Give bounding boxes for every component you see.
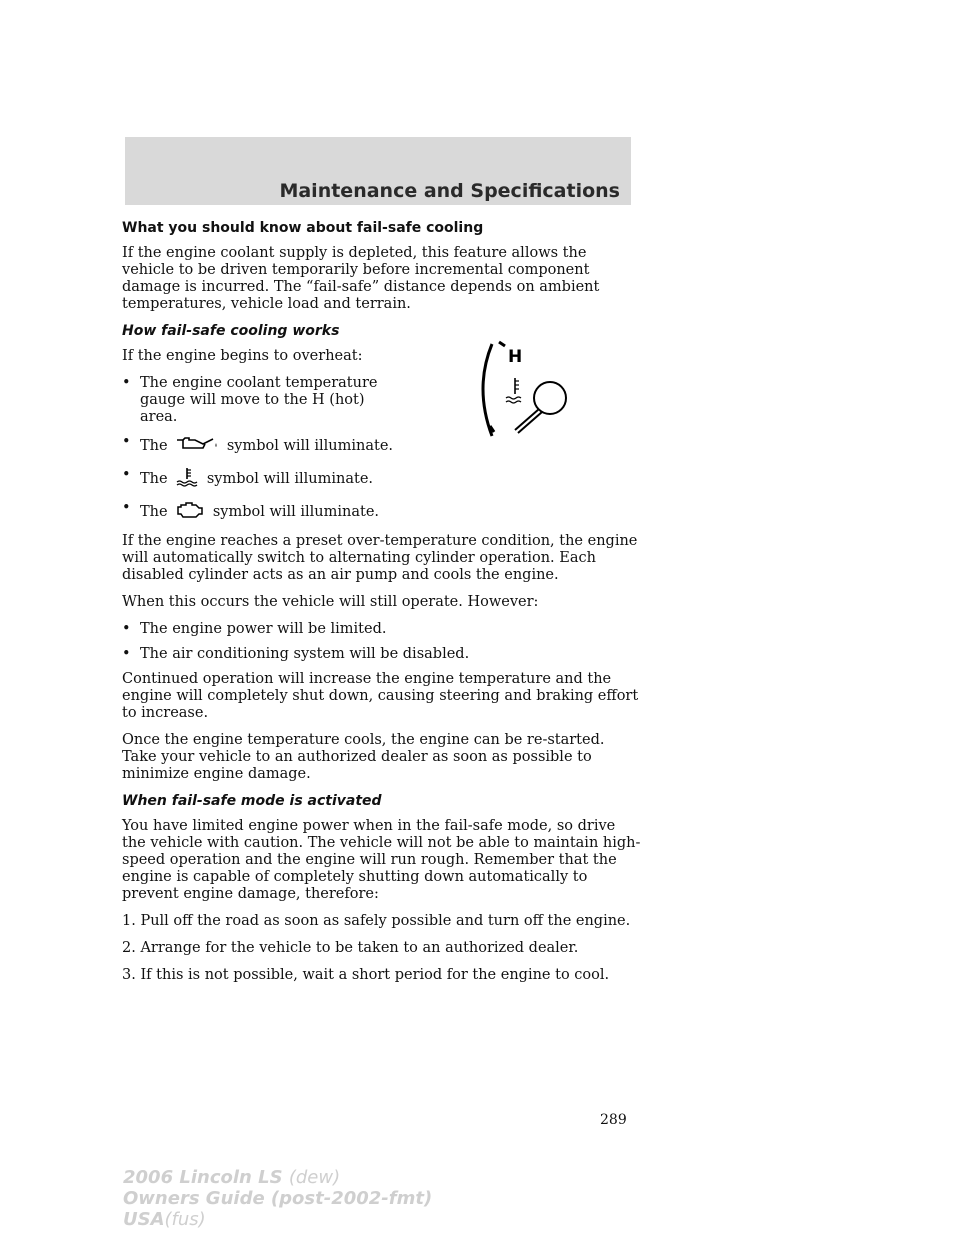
footer-region: USA <box>123 1209 165 1230</box>
paragraph-overheat-intro: If the engine begins to overheat: <box>122 348 363 364</box>
step-2: 2. Arrange for the vehicle to be taken to an authorized dealer. <box>122 940 579 956</box>
footer-region-code: (fus) <box>164 1209 206 1230</box>
bullet-ac-disabled: • The air conditioning system will be disabled. <box>122 646 642 663</box>
bullet-suffix: symbol will illuminate. <box>226 438 394 454</box>
gauge-hot-label: H <box>508 347 523 367</box>
page-number: 289 <box>600 1112 627 1128</box>
bullet-gauge: • The engine coolant temperature gauge will move to the H (hot) area. <box>122 375 400 426</box>
paragraph-still-operate: When this occurs the vehicle will still operate. However: <box>122 594 539 610</box>
footer-doc-info <box>123 1167 432 1230</box>
bullet-suffix: symbol will illuminate. <box>206 471 374 487</box>
paragraph-over-temperature: If the engine reaches a preset over-temperature condition, the engine will automatically switch to alternating cylinder operation. Each disabled cylinder acts as an air pump and cools the engine. <box>122 533 638 583</box>
bullet-power-limited: • The engine power will be limited. <box>122 621 642 638</box>
section-heading-how-it-works: How fail-safe cooling works <box>122 323 340 339</box>
paragraph-fail-safe-intro: If the engine coolant supply is depleted, this feature allows the vehicle to be driven temporarily before incremental component damage is incurred. The “fail-safe” distance depends on ambient temperatures, vehicle load and terrain. <box>122 245 600 312</box>
step-3: 3. If this is not possible, wait a short period for the engine to cool. <box>122 967 610 983</box>
bullet-oil-symbol <box>122 434 400 459</box>
coolant-temperature-icon <box>506 378 521 403</box>
paragraph-restart: Once the engine temperature cools, the engine can be re-started. Take your vehicle to an authorized dealer as soon as possible to minimize engine damage. <box>122 732 605 782</box>
footer-guide: Owners Guide (post-2002-fmt) <box>123 1188 433 1209</box>
step-1: 1. Pull off the road as soon as safely possible and turn off the engine. <box>122 913 631 929</box>
page-header-title: Maintenance and Specifications <box>279 180 620 202</box>
check-engine-icon <box>175 500 205 525</box>
section-heading-fail-safe: What you should know about fail-safe cooling <box>122 220 484 236</box>
bullet-prefix: The <box>140 471 168 487</box>
bullet-suffix: symbol will illuminate. <box>212 504 380 520</box>
coolant-gauge-illustration <box>470 338 580 443</box>
coolant-temperature-icon <box>175 467 199 492</box>
paragraph-limited-power: You have limited engine power when in the fail-safe mode, so drive the vehicle with caution. The vehicle will not be able to maintain high-speed operation and the engine will run rough. Remember that the engine is capable of completely shutting down automatically to prevent engine damage, therefore: <box>122 818 641 902</box>
footer-model: 2006 Lincoln LS <box>123 1167 283 1188</box>
paragraph-continued-operation: Continued operation will increase the engine temperature and the engine will completely shut down, causing steering and braking effort to increase. <box>122 671 639 721</box>
bullet-prefix: The <box>140 504 168 520</box>
section-heading-when-activated: When fail-safe mode is activated <box>122 793 382 809</box>
bullet-engine-symbol <box>122 500 642 525</box>
footer-model-code: (dew) <box>288 1167 341 1188</box>
bullet-prefix: The <box>140 438 168 454</box>
bullet-coolant-symbol <box>122 467 642 492</box>
oil-pressure-icon <box>175 434 219 459</box>
main-content <box>122 220 642 994</box>
